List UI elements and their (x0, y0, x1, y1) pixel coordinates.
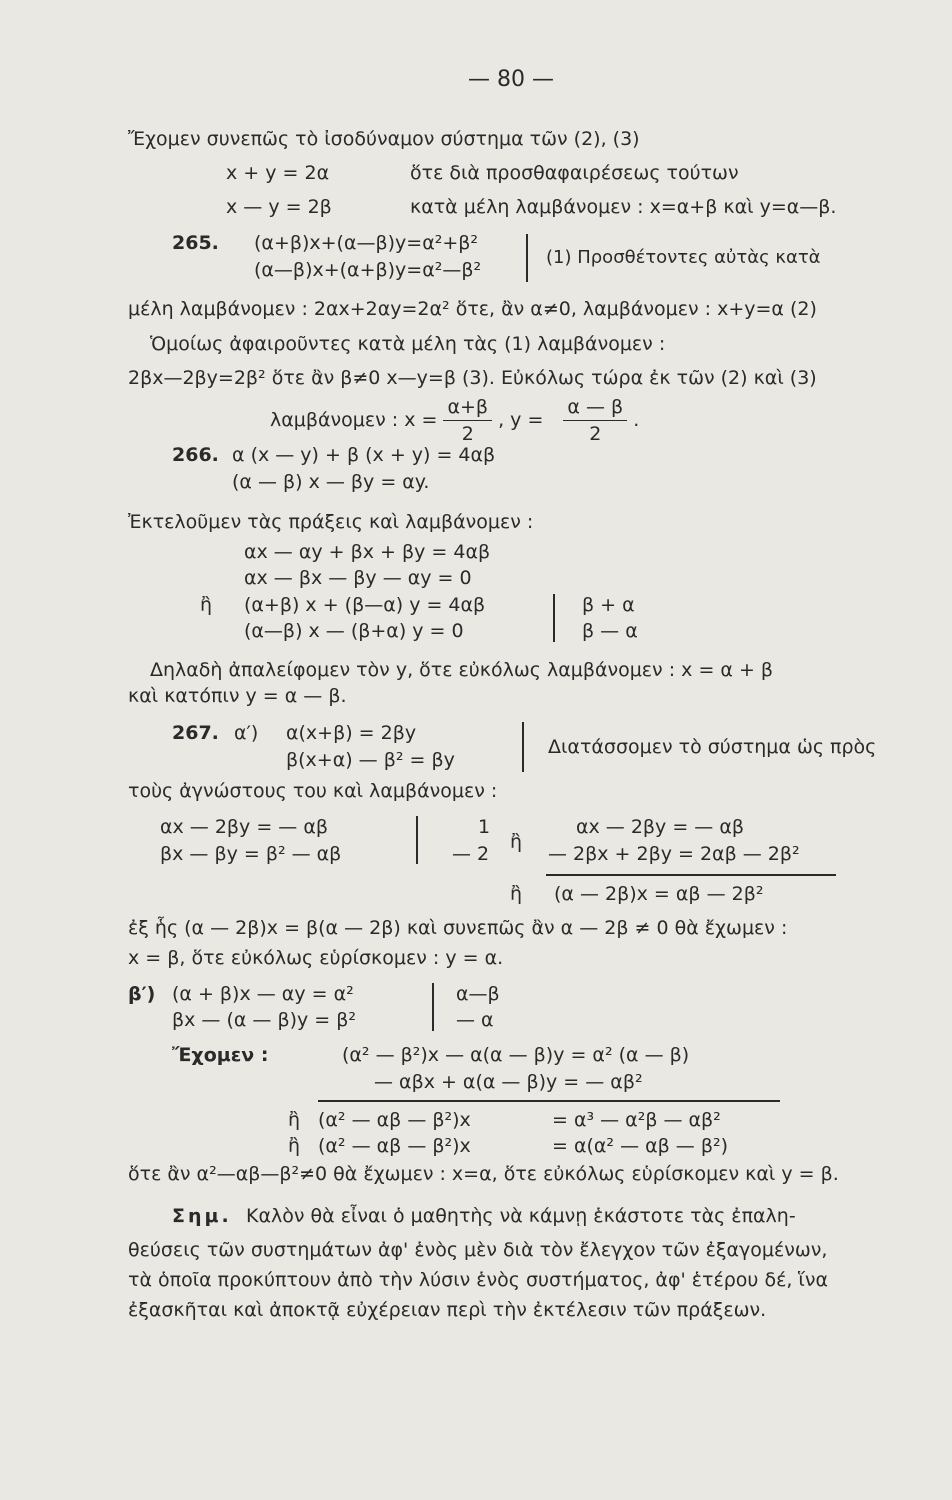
equation: αx — 2βy = — αβ (576, 816, 744, 838)
equation: αx — βx — βy — αy = 0 (244, 567, 472, 589)
equation: α(x+β) = 2βy (286, 722, 417, 744)
page-number: — 80 — (468, 67, 554, 92)
brace (520, 234, 528, 282)
equation: (α—β) x — (β+α) y = 0 (244, 620, 464, 642)
text-label: ἢ (288, 1109, 301, 1131)
equation: (α² — αβ — β²)x (318, 1109, 471, 1131)
equation: x — y = 2β (226, 196, 332, 218)
equation: — 2βx + 2βy = 2αβ — 2β² (548, 843, 800, 865)
equation: x + y = 2α (226, 162, 330, 184)
numerator: α+β (443, 394, 492, 421)
text-line: x = β, ὅτε εὐκόλως εὑρίσκομεν : y = α. (128, 947, 504, 969)
multiplier: α—β (456, 983, 500, 1005)
equation: (α² — β²)x — α(α — β)y = α² (α — β) (342, 1044, 690, 1066)
equation: α (x — y) + β (x + y) = 4αβ (232, 444, 496, 466)
equation: β(x+α) — β² = βy (286, 749, 455, 771)
text-line: Ἔχομεν συνεπῶς τὸ ἰσοδύναμον σύστημα τῶν (2), (3) (128, 128, 640, 150)
equation: (α² — αβ — β²)x (318, 1135, 471, 1157)
equation: = α³ — α²β — αβ² (552, 1109, 721, 1131)
equation: (α + β)x — αy = α² (172, 983, 354, 1005)
fraction (443, 394, 492, 447)
multiplier: β + α (582, 594, 635, 616)
note-text: ἐξασκῆται καὶ ἀποκτᾷ εὐχέρειαν περὶ τὴν ἐκτέλεσιν τῶν πράξεων. (128, 1299, 767, 1321)
text-line: κατὰ μέλη λαμβάνομεν : x=α+β καὶ y=α—β. (410, 196, 837, 218)
equation: (α — 2β)x = αβ — 2β² (554, 883, 764, 905)
equation: βx — βy = β² — αβ (160, 843, 342, 865)
brace (426, 983, 434, 1031)
multiplier: — α (456, 1009, 494, 1031)
brace (410, 816, 418, 864)
text-line: Δηλαδὴ ἀπαλείφομεν τὸν y, ὅτε εὐκόλως λαμβάνομεν : x = α + β (150, 659, 774, 681)
note-label: Σημ. (172, 1205, 232, 1227)
brace (516, 722, 524, 772)
separator-bar (553, 594, 555, 642)
equation: βx — (α — β)y = β² (172, 1009, 356, 1031)
text-label: , y = (498, 409, 544, 431)
text-label: λαμβάνομεν : x = (270, 409, 438, 431)
text-label: . (633, 409, 640, 431)
denominator: 2 (589, 423, 602, 445)
text-line: καὶ κατόπιν y = α — β. (128, 685, 347, 707)
multiplier: 1 (478, 816, 491, 838)
denominator: 2 (461, 423, 474, 445)
note-text: τὰ ὁποῖα προκύπτουν ἀπὸ τὴν λύσιν ἑνὸς συστήματος, ἀφ' ἑτέρου δέ, ἵνα (128, 1269, 828, 1291)
equation: — αβx + α(α — β)y = — αβ² (374, 1071, 643, 1093)
equation: (α+β)x+(α—β)y=α²+β² (254, 232, 479, 254)
sum-rule (546, 874, 836, 876)
text-label: ἢ (510, 883, 523, 905)
numerator: α — β (563, 394, 627, 421)
fraction (563, 394, 627, 447)
text-line: (1) Προσθέτοντες αὐτὰς κατὰ (546, 247, 821, 268)
equation: αx — αy + βx + βy = 4αβ (244, 541, 491, 563)
part-label: β′) (128, 983, 156, 1005)
sum-rule (318, 1100, 780, 1102)
text-label: ἢ (200, 594, 213, 616)
text-line: τοὺς ἀγνώστους του καὶ λαμβάνομεν : (128, 780, 498, 802)
fraction-line (270, 394, 639, 447)
equation: αx — 2βy = — αβ (160, 816, 328, 838)
multiplier: β — α (582, 620, 638, 642)
exercise-number: 267. (172, 722, 219, 744)
text-line: 2βx—2βy=2β² ὅτε ἂν β≠0 x—y=β (3). Εὐκόλως τώρα ἐκ τῶν (2) καὶ (3) (128, 367, 817, 389)
part-label: α′) (234, 722, 259, 744)
exercise-number: 265. (172, 232, 219, 254)
equation: (α — β) x — βy = αy. (232, 471, 430, 493)
note-text: θεύσεις τῶν συστημάτων ἀφ' ἑνὸς μὲν διὰ τὸν ἔλεγχον τῶν ἐξαγομένων, (128, 1239, 828, 1261)
text-line: ἐξ ἧς (α — 2β)x = β(α — 2β) καὶ συνεπῶς ἂν α — 2β ≠ 0 θὰ ἔχωμεν : (128, 917, 788, 939)
equation: = α(α² — αβ — β²) (552, 1135, 729, 1157)
note-text: Καλὸν θὰ εἶναι ὁ μαθητὴς νὰ κάμνῃ ἑκάστοτε τὰς ἐπαλη- (246, 1205, 796, 1227)
text-line: Ὁμοίως ἀφαιροῦντες κατὰ μέλη τὰς (1) λαμβάνομεν : (150, 333, 666, 355)
text-label: Ἔχομεν : (172, 1044, 269, 1066)
text-line: ὅτε διὰ προσθαφαιρέσεως τούτων (410, 162, 739, 184)
exercise-number: 266. (172, 444, 219, 466)
text-line: Διατάσσομεν τὸ σύστημα ὡς πρὸς (548, 736, 877, 758)
text-line: μέλη λαμβάνομεν : 2αx+2αy=2α² ὅτε, ἂν α≠0, λαμβάνομεν : x+y=α (2) (128, 298, 817, 320)
text-line: ὅτε ἂν α²—αβ—β²≠0 θὰ ἔχωμεν : x=α, ὅτε εὐκόλως εὑρίσκομεν καὶ y = β. (128, 1163, 839, 1185)
multiplier: — 2 (452, 843, 490, 865)
text-line: Ἐκτελοῦμεν τὰς πράξεις καὶ λαμβάνομεν : (128, 511, 534, 533)
equation: (α+β) x + (β—α) y = 4αβ (244, 594, 486, 616)
text-label: ἢ (288, 1135, 301, 1157)
text-label: ἢ (510, 831, 523, 853)
equation: (α—β)x+(α+β)y=α²—β² (254, 259, 482, 281)
